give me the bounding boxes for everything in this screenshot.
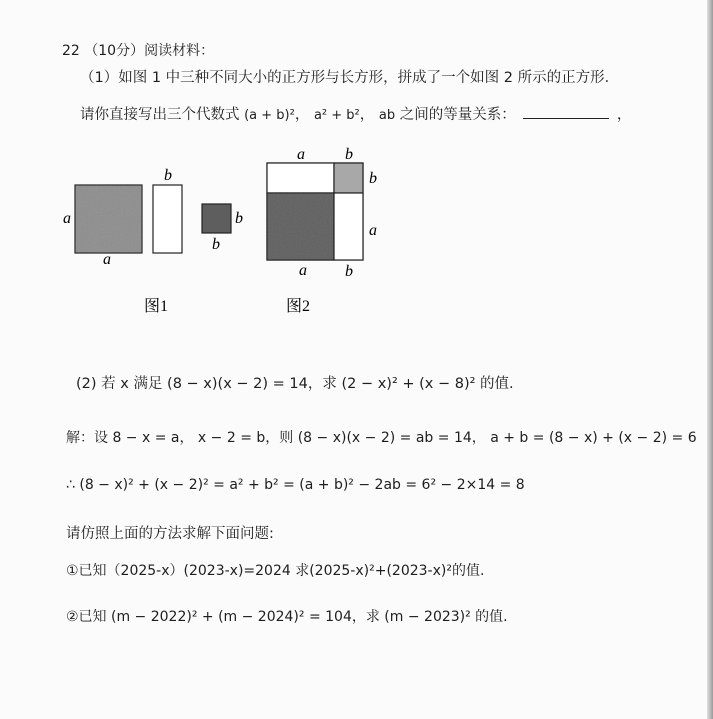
problem-header: 22 （10分）阅读材料：	[62, 43, 215, 59]
expr-a2-plus-b2: a² + b²	[313, 108, 360, 123]
expr-a-plus-b-squared: (a + b)²	[244, 108, 295, 123]
part1-question-pre: 请你直接写出三个代数式	[80, 107, 240, 123]
solution-line-2: ∴ (8 − x)² + (x − 2)² = a² + b² = (a + b)² − 2ab = 6² − 2×14 = 8	[66, 477, 525, 493]
part1-intro: （1）如图 1 中三种不同大小的正方形与长方形，拼成了一个如图 2 所示的正方形．	[80, 70, 620, 86]
fig1-rectangle-ab	[153, 185, 182, 253]
part1-end: ，	[616, 107, 632, 123]
practice-heading: 请仿照上面的方法求解下面问题:	[66, 526, 274, 542]
fig1-label-b-top: b	[164, 167, 172, 184]
figures-svg	[0, 0, 713, 330]
figure-2	[267, 163, 363, 260]
fig2-label-a-right: a	[369, 222, 377, 239]
fig2-label-a-bottom: a	[299, 262, 307, 279]
part1-question: 请你直接写出三个代数式 (a + b)²， a² + b²， ab 之间的等量关系： ，	[80, 107, 632, 123]
figure-2-caption: 图2	[286, 298, 311, 315]
figure-1-caption: 图1	[144, 298, 169, 315]
fig1-square-b	[202, 204, 231, 233]
expr-ab: ab	[378, 108, 396, 123]
practice-question-1: ①已知（2025-x）(2023-x)=2024 求(2025-x)²+(2023-x)²的值.	[66, 563, 485, 579]
scan-edge-shadow	[707, 0, 713, 719]
fig1-label-a-bottom: a	[103, 251, 111, 268]
part1-question-post: 之间的等量关系：	[399, 107, 516, 123]
fig2-label-b-bottom: b	[345, 263, 353, 280]
fig1-label-b-bottom: b	[212, 236, 220, 253]
fig2-small-square	[334, 163, 363, 193]
fig2-label-b-right: b	[369, 170, 377, 187]
fig1-label-b-right: b	[235, 210, 243, 227]
part2-question: (2) 若 x 满足 (8 − x)(x − 2) = 14，求 (2 − x)² + (x − 8)² 的值.	[76, 376, 514, 392]
practice-question-2: ②已知 (m − 2022)² + (m − 2024)² = 104，求 (m − 2023)² 的值.	[66, 609, 508, 625]
fig2-right-rectangle	[334, 193, 363, 260]
figure-1	[75, 185, 231, 253]
solution-line-1: 解：设 8 − x = a， x − 2 = b，则 (8 − x)(x − 2) = ab = 14， a + b = (8 − x) + (x − 2) = 6	[66, 430, 697, 446]
fig1-label-a-left: a	[63, 210, 71, 227]
fig2-label-b-top: b	[345, 146, 353, 163]
fig2-label-a-top: a	[297, 146, 305, 163]
fig2-top-rectangle	[267, 163, 334, 193]
